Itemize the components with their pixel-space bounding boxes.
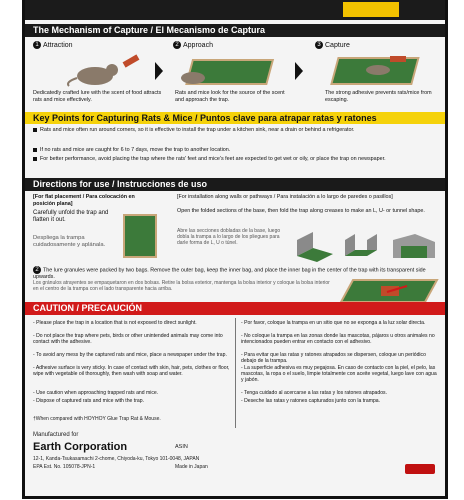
- key-point-item: Rats and mice often run around corners, so it is effective to install the trap under a kitchen sink, near a drain or behind a refrigerator.: [33, 127, 433, 134]
- rat-attraction-icon: [65, 52, 145, 88]
- caution-header: CAUTION / PRECAUCIÓN: [25, 302, 445, 315]
- step-1-title: 1 Attraction: [33, 41, 73, 49]
- fold-shapes-illustration: [293, 228, 439, 262]
- caution-es-item: - Tenga cuidado al acercarse a las ratas y los ratones atrapados.: [241, 390, 388, 396]
- caution-es-item: - Deseche las ratas y ratones capturados junto con la trampa.: [241, 398, 381, 404]
- directions-header: Directions for use / Instrucciones de uso: [25, 178, 445, 191]
- logo-stripe: [343, 2, 399, 17]
- caution-en-item: - Dispose of captured rats and mice with the trap.: [33, 398, 144, 404]
- lure-text: 2 The lure granules were packed by two bags. Remove the outer bag, keep the inner bag, and place the inner bag in the center of the trap with its transparent side upwards.: [33, 267, 426, 281]
- wall-text-es: Abre las secciones dobladas de la base, luego dobla la trampa a lo largo de los pliegues para darle forma de L, U o túnel.: [177, 228, 281, 246]
- package-back-panel: [22, 0, 448, 499]
- epa-number: EPA Est. No. 105078-JPN-1: [33, 464, 96, 470]
- caution-en-item: - Please place the trap in a location that is not exposed to direct sunlight.: [33, 320, 197, 326]
- mechanism-header: The Mechanism of Capture / El Mecanismo de Captura: [25, 24, 445, 37]
- rat-approach-icon: [175, 52, 285, 88]
- wall-heading: [For installation along walls or pathways / Para instalación a lo largo de paredes o pasillos]: [177, 194, 393, 200]
- lure-text-es: Los gránulos atrayentes se empaquetaron en dos bolsas. Retire la bolsa exterior, mantenga la bolsa interior y coloque la bolsa interior en el centro de la trampa con el lado transparente hacia arriba.: [33, 280, 330, 292]
- flat-trap-illustration: [123, 214, 157, 258]
- step-2-title: 2 Approach: [173, 41, 213, 49]
- key-point-item: For better performance, avoid placing the trap where the rats' feet and mice's feet are expected to get wet or oily, or place the trap on newspaper.: [33, 156, 433, 163]
- flat-text: Carefully unfold the trap and flatten it out.: [33, 210, 109, 223]
- caution-footnote: †When compared with HOYHOY Glue Trap Rat & Mouse.: [33, 416, 161, 422]
- recycle-mark-icon: [405, 464, 435, 474]
- caution-en-item: - Use caution when approaching trapped rats and mice.: [33, 390, 159, 396]
- key-points-header: Key Points for Capturing Rats & Mice / Puntos clave para atrapar ratas y ratones: [25, 112, 445, 124]
- arrow-icon: [295, 62, 303, 80]
- caution-en-item: - To avoid any mess by the captured rats and mice, place a newspaper under the trap.: [33, 352, 227, 358]
- caution-es-item: - Para evitar que las ratas y ratones atrapados se dispersen, coloque un periódico debajo de la trampa.: [241, 352, 426, 364]
- top-band: [25, 0, 445, 20]
- caution-es-item: - No coloque la trampa en las zonas donde las mascotas, pájaros u otros animales no intencionados pueden entrar en contacto con el adhesivo.: [241, 333, 435, 345]
- step-1-text: Dedicatedly crafted lure with the scent of food attracts rats and mice effectively.: [33, 90, 162, 103]
- caution-en-item: - Adhesive surface is very sticky. In case of contact with skin, hair, pets, clothes or floor, wipe with vegetable oil thoroughly, then wash with soap and water.: [33, 365, 230, 377]
- company-name: Earth Corporation: [33, 441, 128, 453]
- caution-divider: [235, 318, 236, 428]
- asin-label: ASIN: [175, 444, 188, 450]
- caution-en-item: - Do not place the trap where pets, birds or other unintended animals may come into contact with the adhesive.: [33, 333, 223, 345]
- step-3-title: 3 Capture: [315, 41, 350, 49]
- manufactured-for: Manufactured for: [33, 432, 79, 438]
- step-2-text: Rats and mice look for the source of the scent and approach the trap.: [175, 90, 285, 103]
- address: 12-1, Kanda-Tsukasamachi 2-chome, Chiyoda-ku, Tokyo 101-0048, JAPAN: [33, 456, 200, 462]
- flat-heading: [For flat placement / Para colocación en posición plana]: [33, 194, 135, 207]
- caution-es-item: - La superficie adhesiva es muy pegajosa. En caso de contacto con la piel, el pelo, las mascotas, la ropa o el suelo, limpie totalmente con aceite vegetal, luego lave con agua y jabón.: [241, 365, 437, 383]
- wall-text: Open the folded sections of the base, then fold the trap along creases to make an L, U- or tunnel shape.: [177, 208, 425, 214]
- key-point-item: If no rats and mice are caught for 6 to 7 days, move the trap to another location.: [33, 147, 433, 154]
- made-in: Made in Japan: [175, 464, 208, 470]
- step-3-text: The strong adhesive prevents rats/mice from escaping.: [325, 90, 432, 103]
- rat-capture-icon: [320, 52, 430, 88]
- caution-es-item: - Por favor, coloque la trampa en un sitio que no se exponga a la luz solar directa.: [241, 320, 426, 326]
- flat-text-es: Despliega la trampa cuidadosamente y aplánala.: [33, 235, 106, 248]
- arrow-icon: [155, 62, 163, 80]
